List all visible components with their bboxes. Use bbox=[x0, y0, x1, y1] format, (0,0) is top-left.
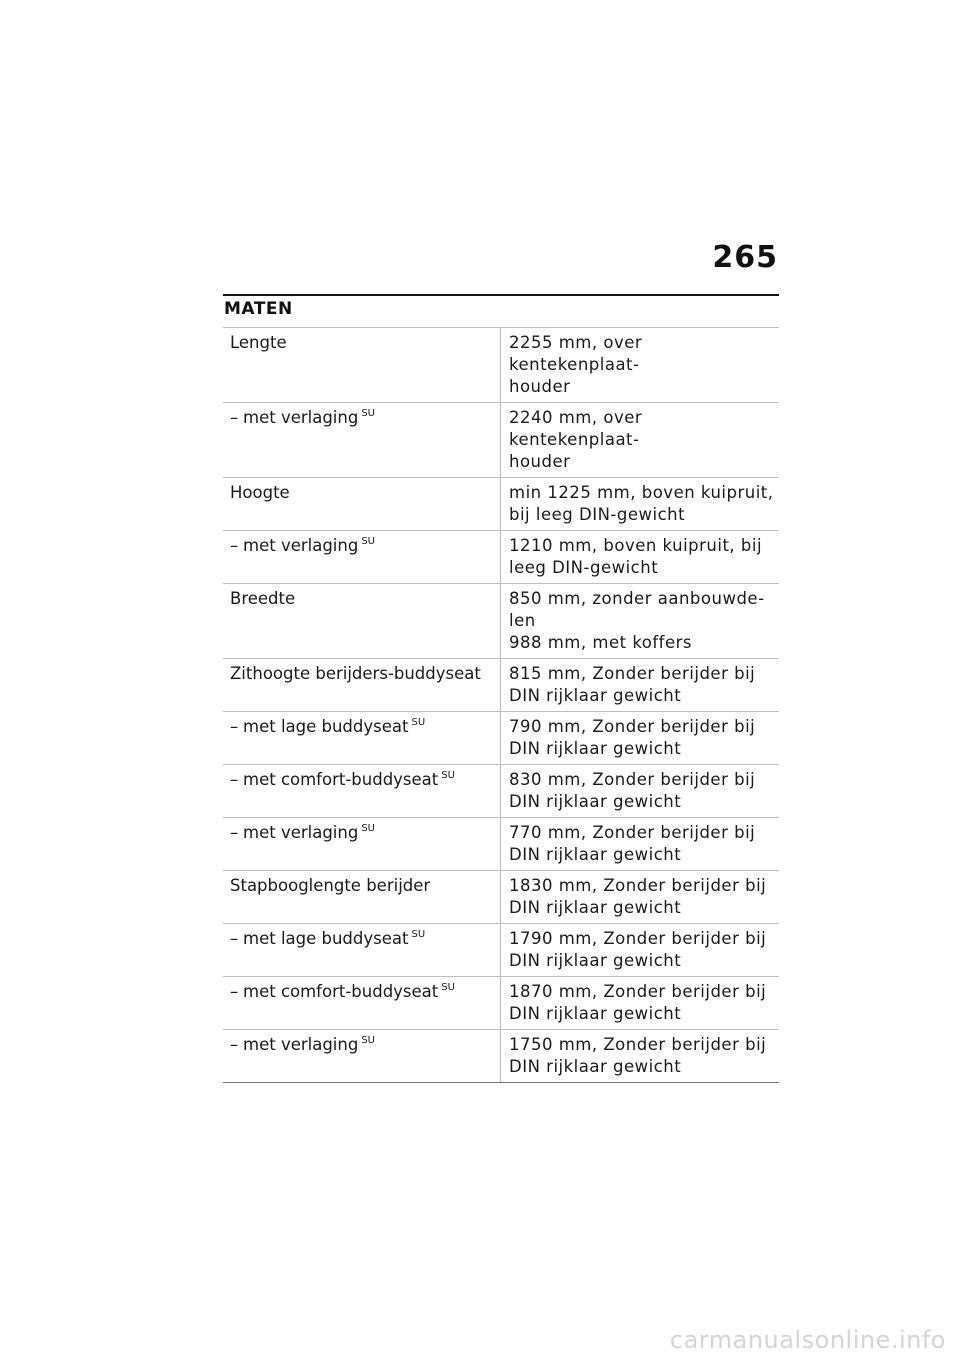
spec-value-cell bbox=[501, 871, 780, 924]
option-superscript: SU bbox=[361, 408, 375, 419]
option-superscript: SU bbox=[361, 1035, 375, 1046]
indent-dash: – bbox=[230, 770, 239, 789]
spec-value-cell bbox=[501, 924, 780, 977]
spec-value-line: 988 mm, met koffers bbox=[509, 633, 693, 652]
spec-value-line: 2240 mm, over kentekenplaat- bbox=[509, 408, 643, 449]
table-row bbox=[223, 584, 779, 659]
spec-value-line: houder bbox=[509, 377, 571, 396]
spec-value-cell bbox=[501, 478, 780, 531]
dimensions-table-body bbox=[223, 328, 779, 1083]
indent-dash: – bbox=[230, 408, 239, 427]
option-superscript: SU bbox=[361, 823, 375, 834]
spec-value-line: 1210 mm, boven kuipruit, bij bbox=[509, 536, 763, 555]
spec-label-cell bbox=[223, 818, 501, 871]
spec-value-cell bbox=[501, 531, 780, 584]
option-superscript: SU bbox=[441, 770, 455, 781]
spec-label-cell bbox=[223, 765, 501, 818]
spec-label: met lage buddyseat bbox=[243, 929, 409, 948]
spec-value-line: DIN rijklaar gewicht bbox=[509, 898, 682, 917]
indent-dash: – bbox=[230, 823, 239, 842]
spec-value-cell bbox=[501, 584, 780, 659]
spec-value-line: 1870 mm, Zonder berijder bij bbox=[509, 982, 767, 1001]
spec-label-cell bbox=[223, 403, 501, 478]
spec-value-line: len bbox=[509, 611, 536, 630]
spec-value-line: min 1225 mm, boven kuipruit, bbox=[509, 483, 774, 502]
spec-value-cell bbox=[501, 1030, 780, 1083]
spec-value-cell bbox=[501, 328, 780, 403]
spec-label-cell bbox=[223, 712, 501, 765]
spec-value-line: DIN rijklaar gewicht bbox=[509, 686, 682, 705]
spec-value-cell bbox=[501, 977, 780, 1030]
section-title: MATEN bbox=[224, 299, 293, 319]
dimensions-table bbox=[223, 327, 779, 1083]
indent-dash: – bbox=[230, 717, 239, 736]
spec-label-cell bbox=[223, 924, 501, 977]
option-superscript: SU bbox=[411, 717, 426, 728]
spec-label: Breedte bbox=[230, 589, 296, 608]
indent-dash: – bbox=[230, 929, 239, 948]
spec-label-cell bbox=[223, 977, 501, 1030]
spec-label: met comfort-buddyseat bbox=[243, 770, 439, 789]
table-row bbox=[223, 871, 779, 924]
spec-value-cell bbox=[501, 765, 780, 818]
spec-label: Zithoogte berijders-buddyseat bbox=[230, 664, 481, 683]
spec-label-cell bbox=[223, 1030, 501, 1083]
table-row bbox=[223, 531, 779, 584]
spec-value-line: DIN rijklaar gewicht bbox=[509, 739, 682, 758]
spec-value-line: 1790 mm, Zonder berijder bij bbox=[509, 929, 767, 948]
indent-dash: – bbox=[230, 1035, 239, 1054]
spec-value-line: bij leeg DIN-gewicht bbox=[509, 505, 686, 524]
spec-label-cell bbox=[223, 478, 501, 531]
spec-value-cell bbox=[501, 403, 780, 478]
spec-label: met lage buddyseat bbox=[243, 717, 409, 736]
spec-label-cell bbox=[223, 531, 501, 584]
watermark: carmanualsonline.info bbox=[669, 1326, 946, 1354]
indent-dash: – bbox=[230, 536, 239, 555]
option-superscript: SU bbox=[441, 982, 455, 993]
option-superscript: SU bbox=[411, 929, 426, 940]
spec-value-line: 815 mm, Zonder berijder bij bbox=[509, 664, 756, 683]
spec-label: Lengte bbox=[230, 333, 287, 352]
spec-value-line: DIN rijklaar gewicht bbox=[509, 951, 682, 970]
spec-value-line: DIN rijklaar gewicht bbox=[509, 792, 682, 811]
spec-label: met verlaging bbox=[243, 823, 359, 842]
table-row bbox=[223, 328, 779, 403]
spec-label: met comfort-buddyseat bbox=[243, 982, 439, 1001]
table-row bbox=[223, 712, 779, 765]
spec-label-cell bbox=[223, 659, 501, 712]
spec-value-line: 790 mm, Zonder berijder bij bbox=[509, 717, 756, 736]
spec-value-cell bbox=[501, 712, 780, 765]
option-superscript: SU bbox=[361, 536, 375, 547]
table-row bbox=[223, 659, 779, 712]
spec-label-cell bbox=[223, 584, 501, 659]
spec-label: Stapbooglengte berijder bbox=[230, 876, 431, 895]
spec-value-line: 1830 mm, Zonder berijder bij bbox=[509, 876, 767, 895]
spec-value-line: DIN rijklaar gewicht bbox=[509, 1057, 682, 1076]
spec-label-cell bbox=[223, 871, 501, 924]
indent-dash: – bbox=[230, 982, 239, 1001]
table-row bbox=[223, 403, 779, 478]
table-row bbox=[223, 977, 779, 1030]
table-row bbox=[223, 924, 779, 977]
table-row bbox=[223, 478, 779, 531]
spec-value-line: 1750 mm, Zonder berijder bij bbox=[509, 1035, 767, 1054]
spec-label-cell bbox=[223, 328, 501, 403]
spec-value-cell bbox=[501, 659, 780, 712]
spec-value-line: 770 mm, Zonder berijder bij bbox=[509, 823, 756, 842]
spec-value-line: DIN rijklaar gewicht bbox=[509, 1004, 682, 1023]
table-row bbox=[223, 1030, 779, 1083]
spec-value-cell bbox=[501, 818, 780, 871]
table-row bbox=[223, 765, 779, 818]
table-row bbox=[223, 818, 779, 871]
spec-label: met verlaging bbox=[243, 1035, 359, 1054]
spec-value-line: houder bbox=[509, 452, 571, 471]
spec-label: met verlaging bbox=[243, 408, 359, 427]
spec-label: Hoogte bbox=[230, 483, 290, 502]
spec-value-line: leeg DIN-gewicht bbox=[509, 558, 659, 577]
spec-value-line: DIN rijklaar gewicht bbox=[509, 845, 682, 864]
page-number: 265 bbox=[712, 240, 778, 275]
spec-value-line: 850 mm, zonder aanbouwde- bbox=[509, 589, 765, 608]
section-rule bbox=[223, 294, 779, 296]
spec-label: met verlaging bbox=[243, 536, 359, 555]
spec-value-line: 2255 mm, over kentekenplaat- bbox=[509, 333, 643, 374]
spec-value-line: 830 mm, Zonder berijder bij bbox=[509, 770, 756, 789]
